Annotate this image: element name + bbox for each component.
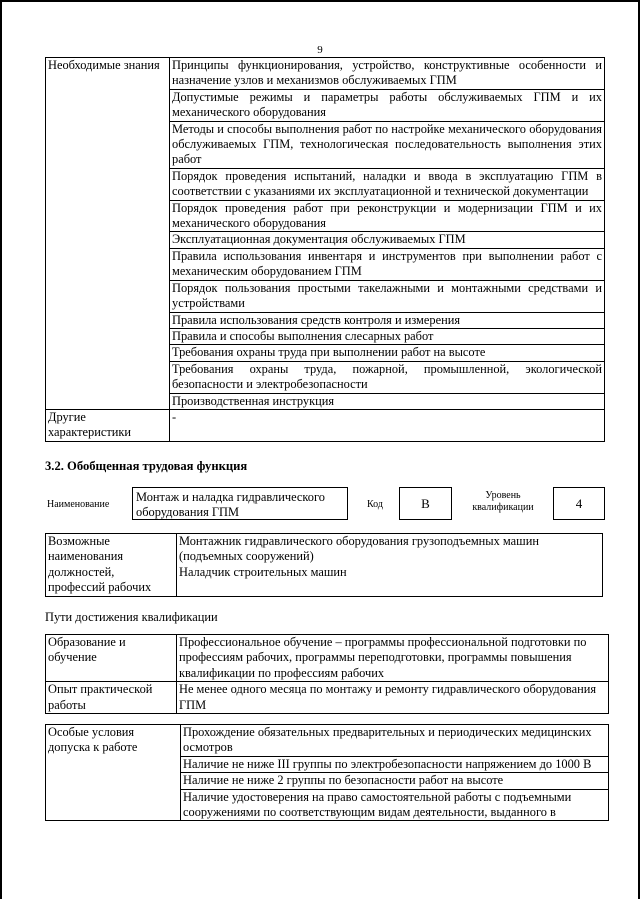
knowledge-item: Порядок проведения испытаний, наладки и ввода в эксплуатацию ГПМ в соответствии с указаниями их эксплуатационной и технической документации xyxy=(170,168,605,200)
table-row xyxy=(46,725,609,757)
knowledge-item: Порядок пользования простыми такелажными и монтажными средствами и устройствами xyxy=(170,280,605,312)
knowledge-item: Правила использования инвентаря и инструментов при выполнении работ с механическим оборудованием ГПМ xyxy=(170,248,605,280)
level-value: 4 xyxy=(553,487,605,520)
knowledge-item: Производственная инструкция xyxy=(170,393,605,409)
experience-label: Опыт практической работы xyxy=(46,682,177,714)
education-table xyxy=(45,634,609,714)
code-label: Код xyxy=(367,499,383,510)
table-row xyxy=(46,534,603,597)
knowledge-item: Методы и способы выполнения работ по настройке механического оборудования обслуживаемых ГПМ, технологическая последовательность выполнения этих работ xyxy=(170,121,605,168)
table-row xyxy=(46,58,605,90)
ways-title: Пути достижения квалификации xyxy=(45,610,218,624)
other-characteristics-value: - xyxy=(170,409,605,441)
knowledge-item: Требования охраны труда, пожарной, промышленной, экологической безопасности и электробезопасности xyxy=(170,361,605,393)
conditions-table xyxy=(45,724,609,821)
other-characteristics-label: Другие характеристики xyxy=(46,409,170,441)
code-value: B xyxy=(399,487,452,520)
posts-values xyxy=(177,534,603,597)
level-label: Уровень квалификации xyxy=(472,490,534,513)
knowledge-item: Принципы функционирования, устройство, конструктивные особенности и назначение узлов и механизмов обслуживаемых ГПМ xyxy=(170,58,605,90)
table-row xyxy=(46,409,605,441)
condition-item: Наличие удостоверения на право самостоятельной работы с подъемными сооружениями по соответствующим видам деятельности, выданного в xyxy=(181,789,609,821)
posts-table xyxy=(45,533,603,597)
function-name: Монтаж и наладка гидравлического оборудования ГПМ xyxy=(132,487,348,520)
experience-value: Не менее одного месяца по монтажу и ремонту гидравлического оборудования ГПМ xyxy=(177,682,609,714)
name-label: Наименование xyxy=(47,499,110,510)
knowledge-item: Эксплуатационная документация обслуживаемых ГПМ xyxy=(170,232,605,248)
post-title: Монтажник гидравлического оборудования грузоподъемных машин (подъемных сооружений) xyxy=(179,534,539,564)
condition-item: Наличие не ниже 2 группы по безопасности работ на высоте xyxy=(181,773,609,789)
knowledge-table xyxy=(45,57,605,442)
conditions-label: Особые условия допуска к работе xyxy=(46,725,181,821)
knowledge-item: Правила и способы выполнения слесарных работ xyxy=(170,328,605,344)
knowledge-item: Требования охраны труда при выполнении работ на высоте xyxy=(170,345,605,361)
table-row xyxy=(46,635,609,682)
knowledge-label: Необходимые знания xyxy=(46,58,170,410)
knowledge-item: Допустимые режимы и параметры работы обслуживаемых ГПМ и их механического оборудования xyxy=(170,89,605,121)
condition-item: Наличие не ниже III группы по электробезопасности напряжением до 1000 В xyxy=(181,756,609,772)
condition-item: Прохождение обязательных предварительных и периодических медицинских осмотров xyxy=(181,725,609,757)
section-title: 3.2. Обобщенная трудовая функция xyxy=(45,459,248,473)
education-value: Профессиональное обучение – программы профессиональной подготовки по профессиям рабочих, программы переподготовки, программы повышения квалификации по профессиям рабочих xyxy=(177,635,609,682)
knowledge-item: Правила использования средств контроля и измерения xyxy=(170,312,605,328)
table-row xyxy=(46,682,609,714)
page-number: 9 xyxy=(317,44,323,56)
posts-label: Возможные наименования должностей, профессий рабочих xyxy=(46,534,177,597)
knowledge-item: Порядок проведения работ при реконструкции и модернизации ГПМ и их механического оборудования xyxy=(170,200,605,232)
education-label: Образование и обучение xyxy=(46,635,177,682)
post-title: Наладчик строительных машин xyxy=(179,564,347,579)
